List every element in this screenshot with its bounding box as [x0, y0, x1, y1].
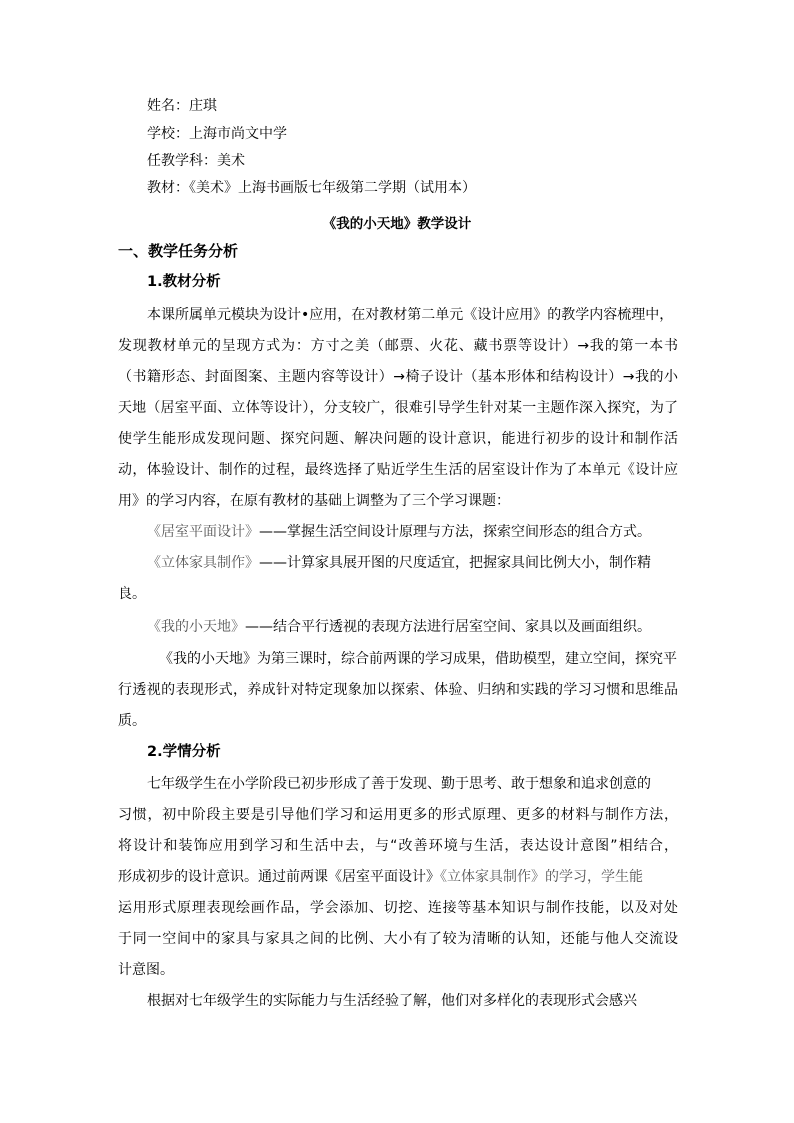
course-item-continuation: 良。	[118, 586, 146, 602]
paragraph-segment: 形成初步的设计意识。通过前两课《居室平面设计》	[118, 869, 440, 885]
course-item	[147, 617, 651, 637]
course-item-desc: ——结合平行透视的表现方法进行居室空间、家具以及画面组织。	[245, 619, 651, 635]
paragraph-line: 将设计和装饰应用到学习和生活中去，与“改善环境与生活，表达设计意图”相结合，	[118, 838, 678, 854]
section-heading: 一、教学任务分析	[118, 242, 239, 260]
subsection-heading-textbook: 1.教材分析	[147, 274, 221, 290]
paragraph-line	[118, 867, 678, 887]
paragraph-line: 七年级学生在小学阶段已初步形成了善于发现、勤于思考、敢于想象和追求创意的	[147, 776, 651, 792]
paragraph-line: 使学生能形成发现问题、探究问题、解决问题的设计意识，能进行初步的设计和制作活	[118, 431, 678, 447]
course-item-name: 《居室平面设计》	[147, 524, 259, 540]
textbook: 教材：《美术》上海书画版七年级第二学期（试用本）	[147, 180, 476, 196]
course-item-name: 《立体家具制作》	[147, 555, 259, 571]
paragraph-line: 本课所属单元模块为设计•应用，在对教材第二单元《设计应用》的教学内容梳理中，	[147, 307, 674, 323]
subsection-heading-students: 2.学情分析	[147, 744, 221, 760]
paragraph-line: 动，体验设计、制作的过程，最终选择了贴近学生生活的居室设计作为了本单元《设计应	[118, 462, 678, 478]
paragraph-line: 《我的小天地》为第三课时，综合前两课的学习成果，借助模型，建立空间，探究平	[159, 651, 677, 667]
paragraph-line: 发现教材单元的呈现方式为：方寸之美（邮票、火花、藏书票等设计）→我的第一本书	[118, 338, 678, 354]
course-item	[147, 522, 651, 542]
paragraph-line: 习惯，初中阶段主要是引导他们学习和运用更多的形式原理、更多的材料与制作方法，	[118, 807, 678, 823]
paragraph-line: 行透视的表现形式，养成针对特定现象加以探索、体验、归纳和实践的学习习惯和思维品	[118, 682, 678, 698]
paragraph-line: （书籍形态、封面图案、主题内容等设计）→椅子设计（基本形体和结构设计）→我的小	[118, 369, 678, 385]
author-name: 姓名：庄琪	[147, 98, 217, 114]
paragraph-line: 根据对七年级学生的实际能力与生活经验了解，他们对多样化的表现形式会感兴	[147, 993, 637, 1009]
subject: 任教学科：美术	[147, 153, 245, 169]
paragraph-line: 运用形式原理表现绘画作品，学会添加、切挖、连接等基本知识与制作技能，以及对处	[118, 900, 678, 916]
course-item-name: 《我的小天地》	[147, 619, 245, 635]
course-item-desc: ——掌握生活空间设计原理与方法，探索空间形态的组合方式。	[259, 524, 651, 540]
paragraph-line: 质。	[118, 713, 146, 729]
course-item-desc: ——计算家具展开图的尺度适宜，把握家具间比例大小，制作精	[259, 555, 651, 571]
paragraph-line: 于同一空间中的家具与家具之间的比例、大小有了较为清晰的认知，还能与他人交流设	[118, 931, 678, 947]
paragraph-line: 天地（居室平面、立体等设计），分支较广，很难引导学生针对某一主题作深入探究，为了	[118, 400, 678, 416]
paragraph-segment: 《立体家具制作》的学习，学生能	[440, 869, 643, 885]
paragraph-line: 计意图。	[118, 962, 174, 978]
paragraph-line: 用》的学习内容，在原有教材的基础上调整为了三个学习课题：	[118, 493, 510, 509]
page-title: 《我的小天地》教学设计	[322, 216, 472, 232]
school-name: 学校：上海市尚文中学	[147, 126, 287, 142]
course-item	[147, 553, 651, 573]
